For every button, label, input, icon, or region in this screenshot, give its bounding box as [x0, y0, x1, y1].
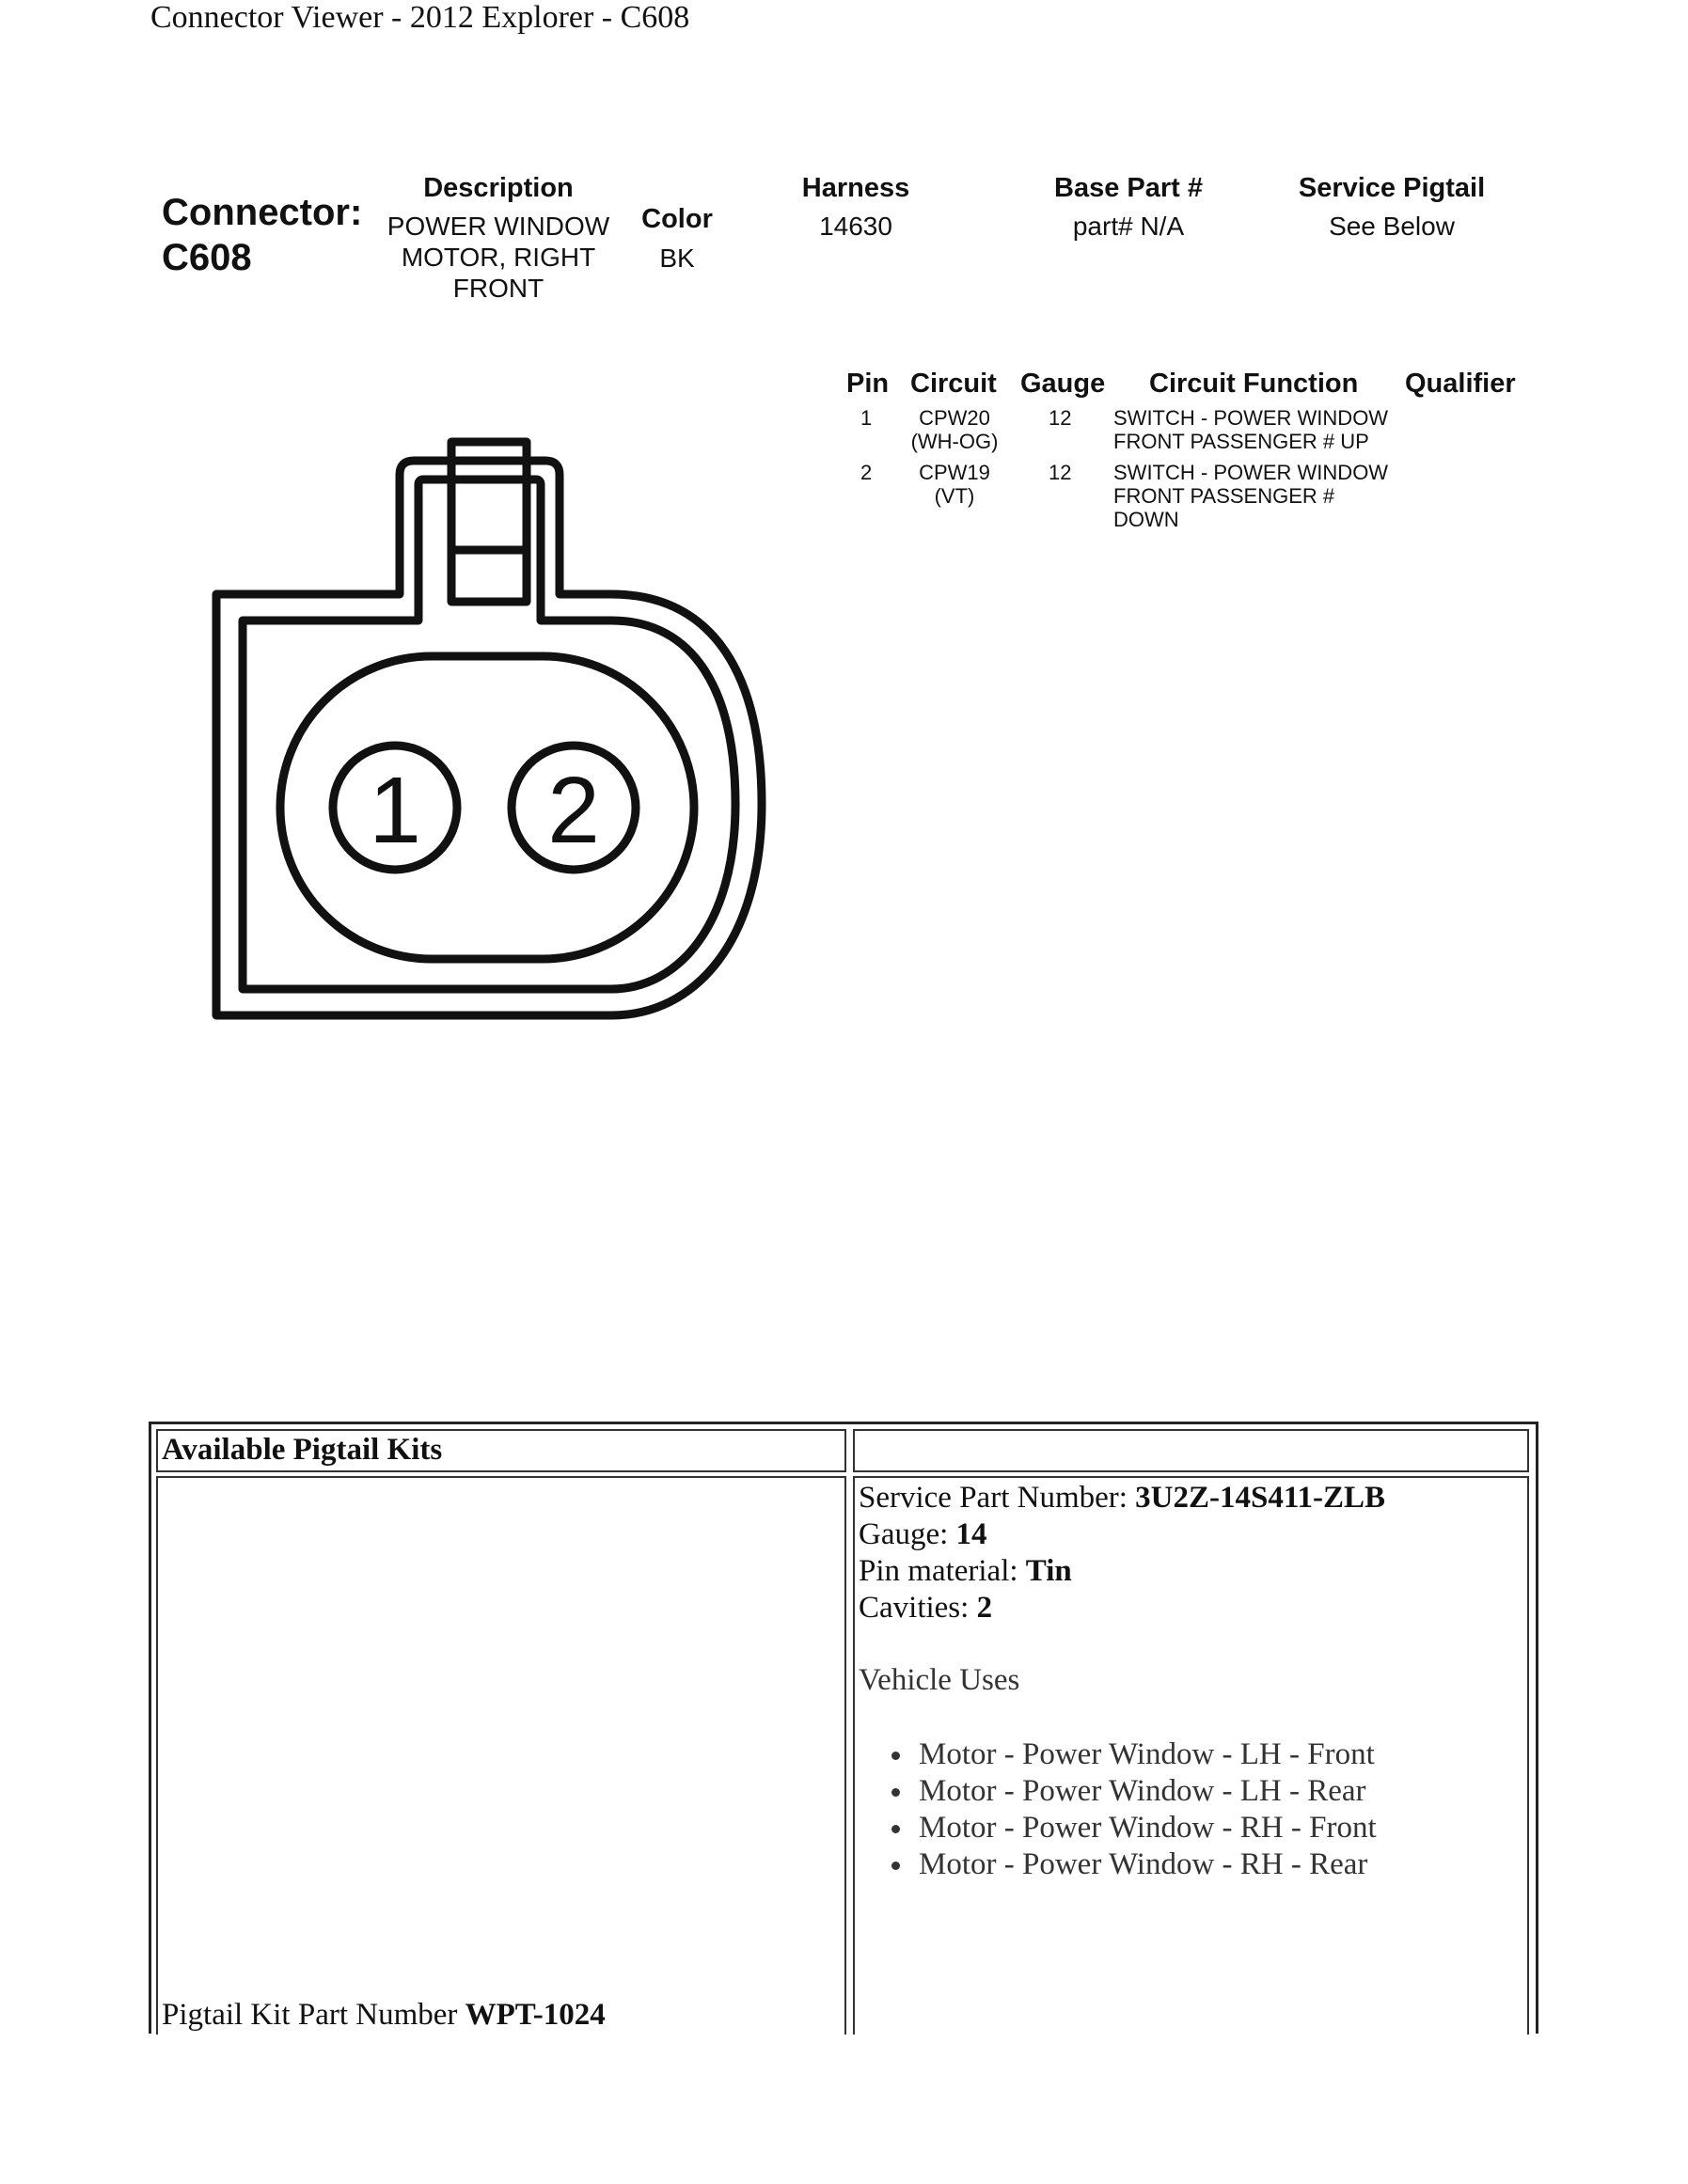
pin-1-label: 1 — [369, 758, 421, 863]
circuit-code: CPW20 — [919, 406, 990, 430]
service-pigtail-header: Service Pigtail — [1298, 173, 1486, 203]
page-title: Connector Viewer - 2012 Explorer - C608 — [150, 0, 690, 35]
color-header: Color — [641, 204, 713, 234]
table-row-pin: 2 — [860, 461, 873, 484]
color-value: BK — [659, 244, 695, 273]
cavities-value: 2 — [976, 1591, 993, 1625]
base-part-value: part# N/A — [1072, 212, 1185, 241]
pin-col-header: Pin — [846, 369, 890, 399]
table-row-gauge: 12 — [1049, 406, 1072, 430]
pigtail-kit-part — [162, 1998, 606, 2033]
list-item: • Motor - Power Window - RH - Rear — [915, 1846, 1523, 1883]
cavities-label: Cavities: — [859, 1591, 977, 1625]
table-row-gauge: 12 — [1049, 461, 1072, 484]
kit-part-number: WPT-1024 — [465, 1998, 606, 2032]
locking-tab — [451, 442, 527, 602]
vehicle-uses-list — [859, 1736, 1523, 1883]
service-pigtail-value: See Below — [1329, 212, 1455, 241]
function-col-header: Circuit Function — [1149, 369, 1359, 399]
function-line: FRONT PASSENGER # UP — [1113, 430, 1369, 453]
service-part-line — [859, 1480, 1523, 1516]
function-line: SWITCH - POWER WINDOW — [1113, 406, 1389, 430]
list-item: • Motor - Power Window - RH - Front — [915, 1810, 1523, 1846]
description-header: Description — [423, 173, 574, 203]
description-line: FRONT — [452, 274, 544, 303]
harness-value: 14630 — [819, 212, 892, 241]
gauge-line — [859, 1516, 1523, 1553]
circuit-color: (VT) — [934, 484, 975, 508]
harness-header: Harness — [801, 173, 910, 203]
circuit-col-header: Circuit — [910, 369, 997, 399]
gauge-label: Gauge: — [859, 1517, 956, 1551]
pin-material-line — [859, 1553, 1523, 1590]
list-item: • Motor - Power Window - LH - Rear — [915, 1773, 1523, 1810]
service-part-label: Service Part Number: — [859, 1481, 1136, 1515]
service-part-number: 3U2Z-14S411-ZLB — [1135, 1481, 1386, 1515]
pigtail-heading-right-cell — [853, 1429, 1529, 1472]
table-row-pin: 1 — [860, 406, 873, 430]
function-line: DOWN — [1113, 508, 1179, 531]
description-line: POWER WINDOW — [387, 212, 610, 241]
base-part-header: Base Part # — [1054, 173, 1203, 203]
pin-material-value: Tin — [1025, 1554, 1072, 1588]
kit-part-label: Pigtail Kit Part Number — [162, 1998, 465, 2032]
pigtail-heading-cell — [156, 1429, 846, 1472]
housing-inner — [243, 479, 735, 989]
gauge-col-header: Gauge — [1020, 369, 1106, 399]
gauge-value: 14 — [955, 1517, 987, 1551]
cavities-line — [859, 1590, 1523, 1626]
circuit-color: (WH-OG) — [910, 430, 999, 453]
vehicle-uses-heading: Vehicle Uses — [859, 1663, 1020, 1697]
function-line: FRONT PASSENGER # — [1113, 484, 1335, 508]
pigtail-details-cell — [853, 1476, 1529, 2035]
pin-2-label: 2 — [547, 758, 600, 863]
pigtail-heading: Available Pigtail Kits — [162, 1433, 443, 1467]
function-line: SWITCH - POWER WINDOW — [1113, 461, 1389, 484]
qualifier-col-header: Qualifier — [1405, 369, 1516, 399]
list-item: • Motor - Power Window - LH - Front — [915, 1736, 1523, 1773]
connector-id: C608 — [162, 237, 252, 278]
description-line: MOTOR, RIGHT — [401, 243, 596, 272]
pigtail-details — [855, 1478, 1527, 1883]
pigtail-image-cell — [156, 1476, 846, 2035]
pin-material-label: Pin material: — [859, 1554, 1026, 1588]
connector-label-line1: Connector: — [162, 192, 363, 233]
circuit-code: CPW19 — [919, 461, 990, 484]
